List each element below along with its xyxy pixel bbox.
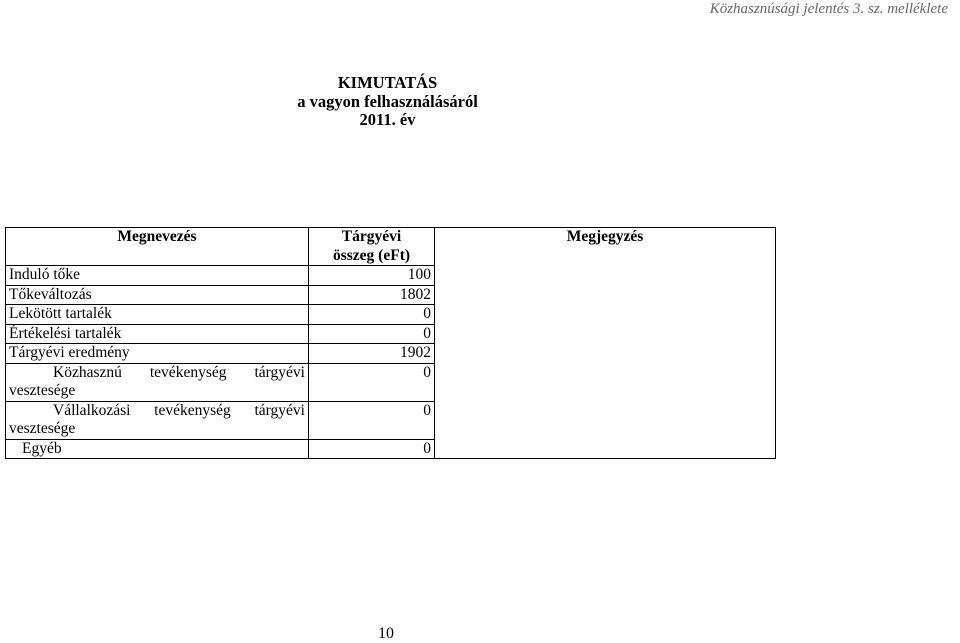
row-name (6, 363, 309, 401)
row-value: 1902 (309, 344, 435, 364)
row-value: 0 (309, 324, 435, 344)
report-title-line-3: 2011. év (359, 110, 416, 129)
report-title-line-1: KIMUTATÁS (337, 73, 438, 92)
report-title (0, 74, 775, 130)
row-value: 0 (309, 401, 435, 439)
row-value: 0 (309, 439, 435, 459)
document-header-note: Közhasznúsági jelentés 3. sz. melléklete (709, 1, 948, 17)
row-value: 100 (309, 266, 435, 286)
column-header-value-line-2: összeg (eFt) (332, 246, 411, 264)
row-name: Tőkeváltozás (6, 285, 309, 305)
column-header-value (309, 228, 435, 266)
report-title-line-2: a vagyon felhasználásáról (297, 91, 478, 111)
row-value: 0 (309, 305, 435, 325)
row-name-text: Közhasznú tevékenység tárgyévi vesztesége (9, 363, 305, 399)
row-value: 0 (309, 363, 435, 401)
row-name: Értékelési tartalék (6, 324, 309, 344)
column-header-name: Megnevezés (6, 228, 309, 266)
row-name: Egyéb (6, 439, 309, 459)
row-name (6, 401, 309, 439)
page-number: 10 (378, 625, 394, 642)
asset-usage-table (5, 227, 776, 459)
row-value: 1802 (309, 285, 435, 305)
table-header-row (6, 228, 776, 266)
row-name: Lekötött tartalék (6, 305, 309, 325)
column-header-value-line-1: Tárgyévi (341, 228, 402, 245)
row-name: Induló tőke (6, 266, 309, 286)
column-header-note: Megjegyzés (435, 228, 776, 459)
row-name: Tárgyévi eredmény (6, 344, 309, 364)
row-name-text: Vállalkozási tevékenység tárgyévi vesztesége (9, 401, 305, 437)
